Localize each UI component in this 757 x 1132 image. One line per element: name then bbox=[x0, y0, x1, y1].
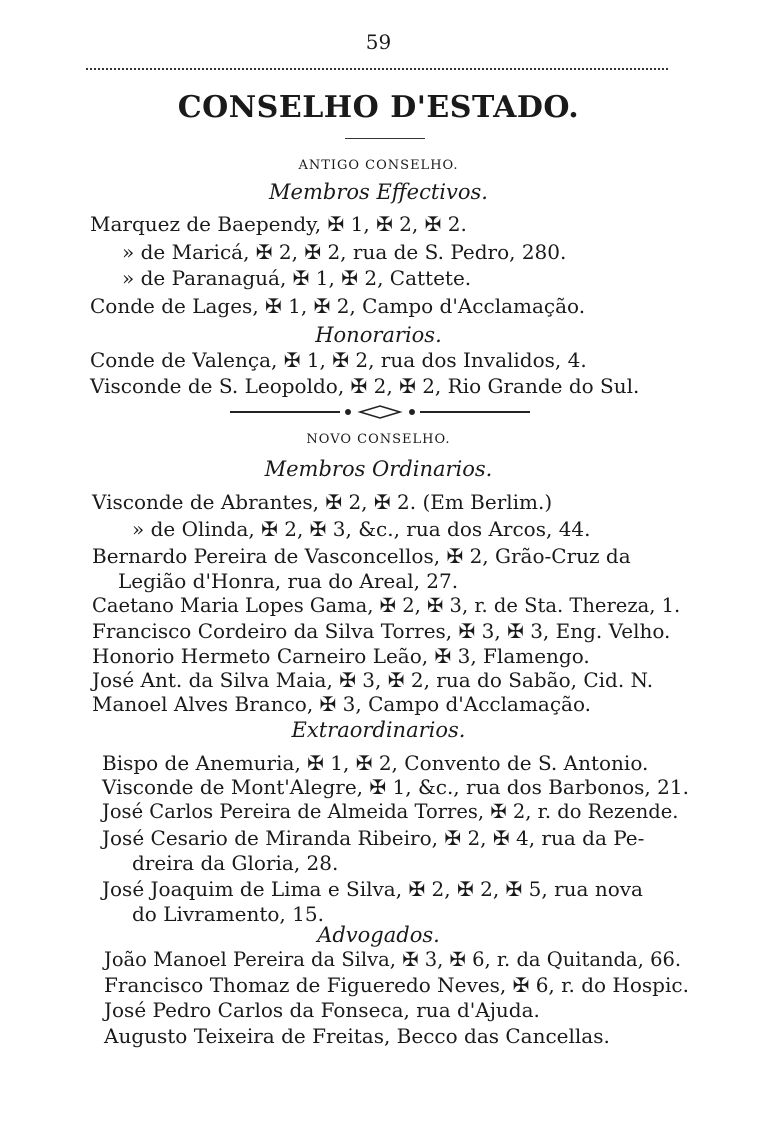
list-item: Conde de Lages, ✠ 1, ✠ 2, Campo d'Acclamação. bbox=[90, 294, 586, 318]
list-item: Bernardo Pereira de Vasconcellos, ✠ 2, Grão-Cruz da bbox=[92, 544, 631, 568]
list-item: João Manoel Pereira da Silva, ✠ 3, ✠ 6, r. da Quitanda, 66. bbox=[104, 948, 682, 971]
subheading-ordinarios: Membros Ordinarios. bbox=[264, 457, 493, 481]
subheading-effectivos: Membros Effectivos. bbox=[269, 180, 488, 204]
top-rule bbox=[86, 68, 668, 70]
list-item: Augusto Teixeira de Freitas, Becco das Cancellas. bbox=[104, 1024, 610, 1048]
title-underline bbox=[345, 138, 425, 139]
page-number: 59 bbox=[365, 30, 392, 54]
list-item: Francisco Thomaz de Figueredo Neves, ✠ 6, r. do Hospic. bbox=[104, 973, 689, 997]
list-item: Caetano Maria Lopes Gama, ✠ 2, ✠ 3, r. de Sta. Thereza, 1. bbox=[92, 594, 681, 617]
section-heading-antigo: ANTIGO CONSELHO. bbox=[298, 158, 459, 173]
list-item: José Pedro Carlos da Fonseca, rua d'Ajuda. bbox=[104, 998, 540, 1022]
list-item: dreira da Gloria, 28. bbox=[132, 851, 339, 875]
ornamental-divider bbox=[230, 405, 530, 419]
list-item: do Livramento, 15. bbox=[132, 902, 324, 926]
list-item: Manoel Alves Branco, ✠ 3, Campo d'Acclamação. bbox=[92, 692, 592, 716]
list-item: Bispo de Anemuria, ✠ 1, ✠ 2, Convento de S. Antonio. bbox=[102, 751, 649, 775]
list-item: José Joaquim de Lima e Silva, ✠ 2, ✠ 2, ✠ 5, rua nova bbox=[102, 877, 643, 901]
list-item: » de Maricá, ✠ 2, ✠ 2, rua de S. Pedro, 280. bbox=[122, 240, 567, 264]
list-item: Visconde de S. Leopoldo, ✠ 2, ✠ 2, Rio Grande do Sul. bbox=[90, 374, 640, 398]
list-item: Marquez de Baependy, ✠ 1, ✠ 2, ✠ 2. bbox=[90, 212, 467, 236]
list-item: José Cesario de Miranda Ribeiro, ✠ 2, ✠ 4, rua da Pe- bbox=[102, 826, 645, 850]
list-item: Legião d'Honra, rua do Areal, 27. bbox=[118, 569, 459, 593]
list-item: José Carlos Pereira de Almeida Torres, ✠ 2, r. do Rezende. bbox=[102, 800, 679, 823]
list-item: José Ant. da Silva Maia, ✠ 3, ✠ 2, rua do Sabão, Cid. N. bbox=[92, 668, 654, 692]
subheading-honorarios: Honorarios. bbox=[315, 323, 442, 347]
list-item: Francisco Cordeiro da Silva Torres, ✠ 3, ✠ 3, Eng. Velho. bbox=[92, 619, 671, 643]
list-item: Conde de Valença, ✠ 1, ✠ 2, rua dos Invalidos, 4. bbox=[90, 348, 587, 372]
list-item: » de Olinda, ✠ 2, ✠ 3, &c., rua dos Arcos, 44. bbox=[132, 517, 591, 541]
list-item: Visconde de Mont'Alegre, ✠ 1, &c., rua dos Barbonos, 21. bbox=[102, 775, 689, 799]
subheading-advogados: Advogados. bbox=[317, 923, 440, 947]
section-heading-novo: NOVO CONSELHO. bbox=[306, 432, 451, 447]
subheading-extraordinarios: Extraordinarios. bbox=[291, 718, 466, 742]
list-item: Visconde de Abrantes, ✠ 2, ✠ 2. (Em Berlim.) bbox=[92, 490, 553, 514]
list-item: » de Paranaguá, ✠ 1, ✠ 2, Cattete. bbox=[122, 266, 472, 290]
page-title: CONSELHO D'ESTADO. bbox=[177, 90, 580, 125]
list-item: Honorio Hermeto Carneiro Leão, ✠ 3, Flamengo. bbox=[92, 644, 590, 668]
